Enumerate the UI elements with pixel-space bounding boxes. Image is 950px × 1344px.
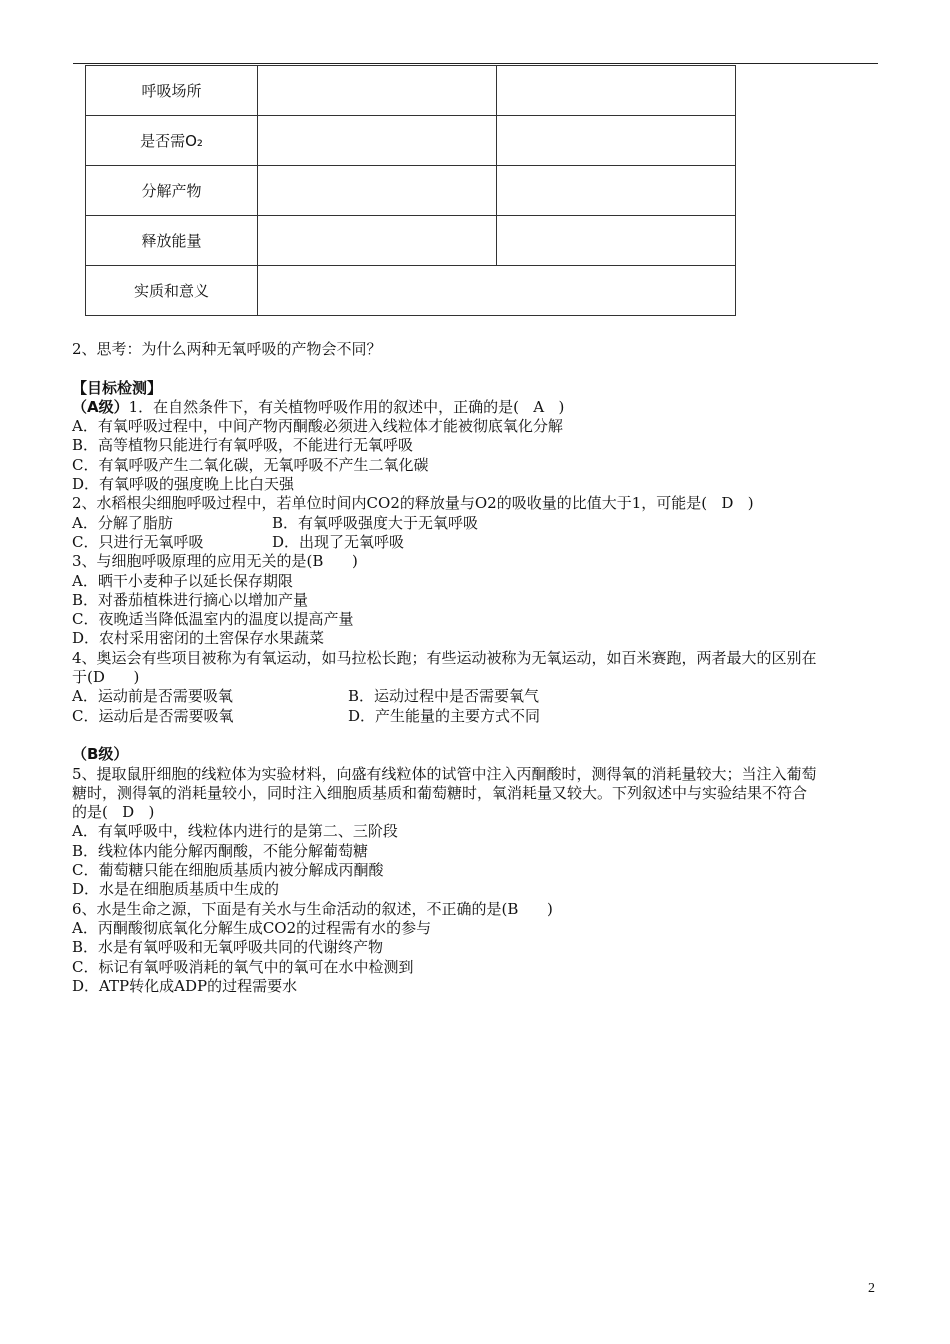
option: B．高等植物只能进行有氧呼吸，不能进行无氧呼吸 (72, 436, 414, 455)
option: B．有氧呼吸强度大于无氧呼吸 (272, 513, 479, 532)
blank-cell (497, 166, 736, 216)
question-5-stem-cont: 糖时，测得氧的消耗量较小，同时注入细胞质基质和葡萄糖时，氧消耗量又较大。下列叙述中与实验结果不符合 (72, 783, 808, 802)
table-row (86, 216, 736, 266)
header-rule (73, 63, 878, 64)
option: A．晒干小麦种子以延长保存期限 (72, 571, 293, 590)
question-2-stem: 2、水稻根尖细胞呼吸过程中，若单位时间内CO2的释放量与O2的吸收量的比值大于1，可能是( D ) (72, 494, 754, 513)
table-row (86, 116, 736, 166)
option: C．标记有氧呼吸消耗的氧气中的氧可在水中检测到 (72, 957, 414, 976)
option: B．运动过程中是否需要氧气 (348, 687, 540, 706)
row-label: 释放能量 (86, 216, 258, 266)
section-title: 【目标检测】 (72, 378, 163, 397)
option: D．出现了无氧呼吸 (272, 532, 405, 551)
question-6-stem: 6、水是生命之源，下面是有关水与生命活动的叙述，不正确的是(B ) (72, 899, 553, 918)
table-row (86, 166, 736, 216)
option: D．ATP转化成ADP的过程需要水 (72, 976, 298, 995)
question-3-stem: 3、与细胞呼吸原理的应用无关的是(B ) (72, 552, 358, 571)
option: C．夜晚适当降低温室内的温度以提高产量 (72, 610, 354, 629)
document-body (72, 340, 882, 996)
question-stem: 1．在自然条件下，有关植物呼吸作用的叙述中，正确的是( A ) (128, 397, 565, 416)
question-1-stem (72, 398, 882, 417)
blank-cell (258, 66, 497, 116)
blank-cell (497, 116, 736, 166)
blank-cell (258, 116, 497, 166)
option: C．运动后是否需要吸氧 (72, 706, 234, 725)
table-row (86, 66, 736, 116)
page-number: 2 (868, 1281, 875, 1296)
option-row (72, 687, 882, 706)
table-row (86, 266, 736, 316)
comparison-table (85, 65, 736, 316)
option: B．对番茄植株进行摘心以增加产量 (72, 590, 309, 609)
option: A．丙酮酸彻底氧化分解生成CO2的过程需有水的参与 (72, 918, 432, 937)
level-a-label: （A级） (72, 397, 129, 416)
option: A．有氧呼吸过程中，中间产物丙酮酸必须进入线粒体才能被彻底氧化分解 (72, 417, 563, 436)
option: A．有氧呼吸中，线粒体内进行的是第二、三阶段 (72, 822, 398, 841)
row-label: 实质和意义 (86, 266, 258, 316)
row-label: 呼吸场所 (86, 66, 258, 116)
option-row (72, 514, 882, 533)
option: A．运动前是否需要吸氧 (72, 687, 233, 706)
blank-cell (258, 166, 497, 216)
option: D．水是在细胞质基质中生成的 (72, 880, 280, 899)
option-row (72, 707, 882, 726)
option: D．农村采用密闭的土窖保存水果蔬菜 (72, 629, 325, 648)
option: D．有氧呼吸的强度晚上比白天强 (72, 475, 295, 494)
option: C．只进行无氧呼吸 (72, 532, 204, 551)
question-4-stem-cont: 于(D ) (72, 668, 140, 687)
option: D．产生能量的主要方式不同 (348, 706, 541, 725)
row-label: 是否需O₂ (86, 116, 258, 166)
blank-cell (258, 216, 497, 266)
option: C．有氧呼吸产生二氧化碳，无氧呼吸不产生二氧化碳 (72, 455, 429, 474)
blank-cell (258, 266, 736, 316)
think-question: 2、思考：为什么两种无氧呼吸的产物会不同？ (72, 340, 382, 358)
option-row (72, 533, 882, 552)
level-b-label: （B级） (72, 745, 129, 764)
blank-cell (497, 216, 736, 266)
question-5-stem-cont: 的是( D ) (72, 803, 155, 822)
row-label: 分解产物 (86, 166, 258, 216)
question-5-stem: 5、提取鼠肝细胞的线粒体为实验材料，向盛有线粒体的试管中注入丙酮酸时，测得氧的消耗量较大；当注入葡萄 (72, 764, 817, 783)
blank-cell (497, 66, 736, 116)
option: A．分解了脂肪 (72, 513, 173, 532)
option: B．线粒体内能分解丙酮酸，不能分解葡萄糖 (72, 841, 369, 860)
option: C．葡萄糖只能在细胞质基质内被分解成丙酮酸 (72, 861, 384, 880)
question-4-stem: 4、奥运会有些项目被称为有氧运动，如马拉松长跑；有些运动被称为无氧运动，如百米赛跑，两者最大的区别在 (72, 648, 817, 667)
option: B．水是有氧呼吸和无氧呼吸共同的代谢终产物 (72, 938, 384, 957)
